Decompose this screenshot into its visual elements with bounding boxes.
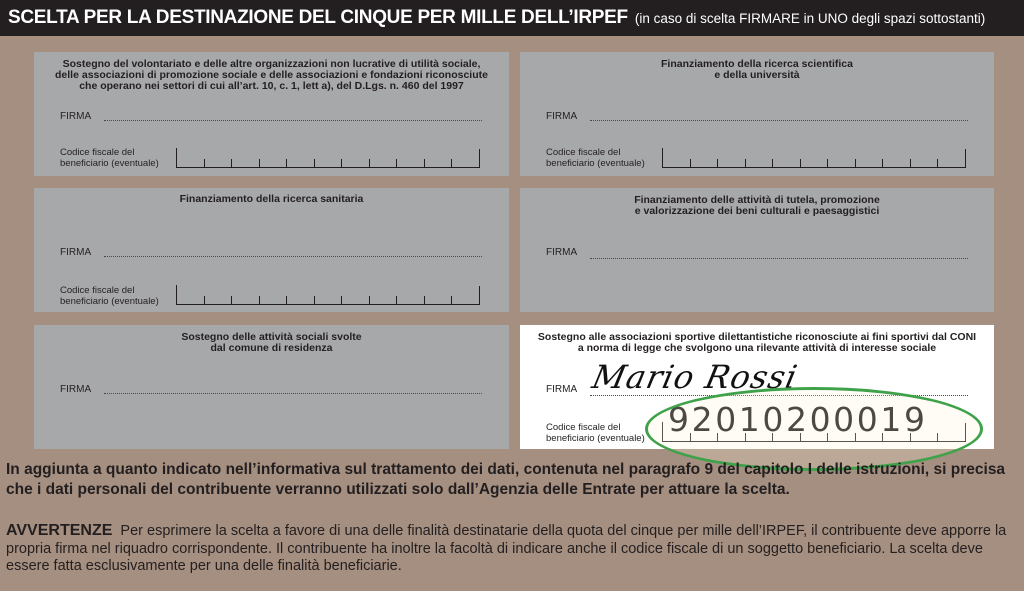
cf-label: Codice fiscale del beneficiario (eventuale) [60,147,159,169]
firma-label: FIRMA [60,247,92,258]
firma-signature-line[interactable] [104,120,482,121]
firma-signature-line[interactable] [104,393,482,394]
info-paragraph: In aggiunta a quanto indicato nell’informativa sul trattamento dei dati, contenuta nel paragrafo 9 del capitolo I delle istruzioni, si precisa che i dati personali del contribuente verranno utilizzati solo dall’Agenzia delle Entrate per attuare la scelta. [6,461,1006,498]
cf-filled-value: 92010200019 [668,400,928,439]
box-volontariato [34,52,509,176]
warning-paragraph [6,522,1018,576]
firma-label: FIRMA [546,247,578,258]
firma-signature-line[interactable] [590,120,968,121]
firma-label: FIRMA [60,111,92,122]
highlight-ellipse [645,387,983,471]
warning-text: Per esprimere la scelta a favore di una delle finalità destinatarie della quota del cinque per mille dell’IRPEF, il contribuente deve apporre la propria firma nel riquadro corrispondente. Il contribuente ha inoltre la facoltà di indicare anche il codice fiscale di un soggetto beneficiario. La scelta deve essere fatta esclusivamente per una delle finalità beneficiarie. [6,523,1007,574]
cf-label: Codice fiscale del beneficiario (eventuale) [546,147,645,169]
firma-signature-line[interactable] [590,258,968,259]
box-comune-residenza [34,325,509,449]
form-header [0,0,1024,36]
box-title: Sostegno delle attività sociali svolte dal comune di residenza [181,331,362,354]
warning-title: AVVERTENZE [6,522,113,539]
box-beni-culturali [520,188,994,312]
box-title: Sostegno alle associazioni sportive dilettantistiche riconosciute ai fini sportivi dal CONI a norma di legge che svolgono una rilevante attività di interesse sociale [537,331,977,354]
firma-label: FIRMA [60,384,92,395]
cf-label: Codice fiscale del beneficiario (eventuale) [546,422,645,444]
cf-input-grid[interactable] [662,148,966,168]
box-title: Finanziamento delle attività di tutela, promozione e valorizzazione dei beni culturali e paesaggistici [634,194,880,217]
cf-input-grid[interactable] [176,285,480,305]
firma-label: FIRMA [546,111,578,122]
handwritten-signature: Mario Rossi [588,358,802,396]
cf-label: Codice fiscale del beneficiario (eventuale) [60,285,159,307]
firma-label: FIRMA [546,384,578,395]
form-title: SCELTA PER LA DESTINAZIONE DEL CINQUE PER MILLE DELL’IRPEF [8,7,628,28]
box-ricerca-scientifica [520,52,994,176]
box-title: Sostegno del volontariato e delle altre organizzazioni non lucrative di utilità sociale, delle associazioni di promozione sociale e delle associazioni e fondazioni riconosciute che operano nei settori di cui all’art. 10, c. 1, lett a), del D.Lgs. n. 460 del 1997 [55,58,488,92]
cf-input-grid[interactable] [176,148,480,168]
box-title: Finanziamento della ricerca sanitaria [179,193,364,205]
box-title: Finanziamento della ricerca scientifica e della università [661,58,853,81]
firma-signature-line[interactable] [104,256,482,257]
form-subtitle: (in caso di scelta FIRMARE in UNO degli spazi sottostanti) [634,10,986,26]
box-ricerca-sanitaria [34,188,509,312]
